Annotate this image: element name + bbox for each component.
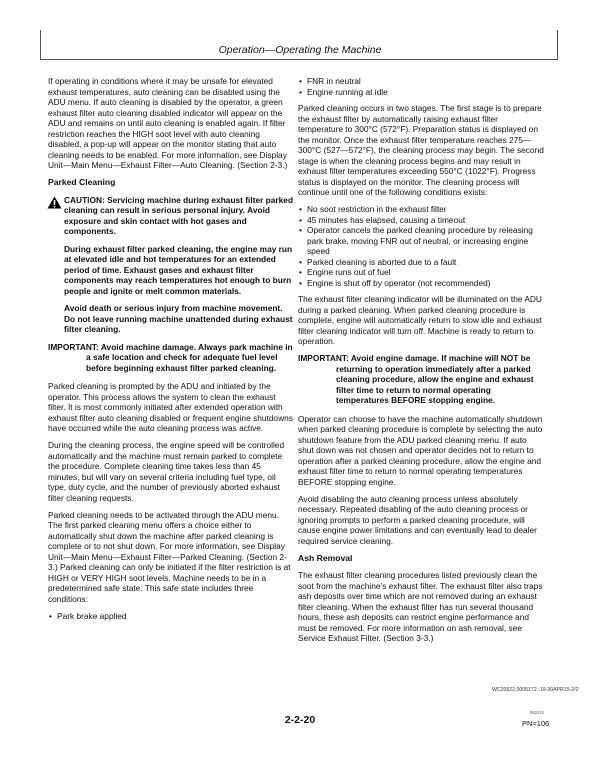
auto-cleaning-paragraph: If operating in conditions where it may be unsafe for elevated exhaust temperatures, auto cleaning can be disabled using the ADU menu. If auto cleaning is disabled by the operator, a green exhaust filter auto cleaning disabled indicator will appear on the ADU and remains on until auto cleaning is enabled again. If filter restriction reaches the HIGH soot level with auto cleaning disabled, a pop-up will appear on the monitor stating that auto cleaning needs to be enabled. For more information, see Display Unit—Main Menu—Exhaust Filter—Auto Cleaning. (Section 2-3.) [48,76,288,170]
page-number: 2-2-20 [284,714,316,726]
date-code: 082012 [530,710,544,715]
page-title: Operation—Operating the Machine [218,44,382,56]
caution-text: CAUTION: Servicing machine during exhaust filter parked cleaning can result in serious personal injury. Avoid exposure and skin contact with hot gases and components. [64,194,294,236]
indicator-paragraph: The exhaust filter cleaning indicator will be illuminated on the ADU during a parked cleaning. When parked cleaning procedure is complete, engine will automatically return to slow idle and exhaust filter cleaning indicator will turn off. Machine is ready to return to operation. [298,294,542,346]
list-item: • 45 minutes has elapsed, causing a timeout [298,215,544,226]
important-engine-notice: IMPORTANT: Avoid engine damage. If machine will NOT be returning to operation immediately after a parked cleaning procedure, allow the engine and exhaust filter time to return to normal operating temperatures BEFORE stopping engine. [298,353,534,405]
warning-triangle-icon [47,196,62,209]
parked-cleaning-prompt-paragraph: Parked cleaning is prompted by the ADU and initiated by the operator. This process allows the system to clean the exhaust filter. It is most commonly initiated after extended operation with exhaust filter auto cleaning disabled or frequent engine shutdowns have occurred while the auto cleaning process was active. [48,381,293,433]
end-conditions-list [298,204,544,288]
list-item: • Engine is shut off by operator (not recommended) [298,278,544,289]
right-column [298,76,544,650]
list-item: • Operator cancels the parked cleaning procedure by releasing park brake, moving FNR out of neutral, or increasing engine speed [298,225,544,257]
two-stages-paragraph: Parked cleaning occurs in two stages. The first stage is to prepare the exhaust filter by automatically raising exhaust filter temperature to 300°C (572°F). Preparation status is displayed on the monitor. Once the exhaust filter temperature reaches 275—300°C (527—572°F), the cleaning process may begin. The second stage is when the cleaning process begins and may result in exhaust filter temperatures exceeding 550°C (1022°F). Progress status is displayed on the monitor. The cleaning process will continue until one of the following conditions exists: [298,103,544,197]
ash-removal-heading: Ash Removal [298,552,353,563]
caution-machine-movement: Avoid death or serious injury from machine movement. Do not leave running machine unattended during exhaust filter cleaning. [64,303,293,334]
avoid-disabling-paragraph: Avoid disabling the auto cleaning process unless absolutely necessary. Repeated disabling of the auto cleaning process or ignoring prompts to perform a parked cleaning procedure, will cause engine power limitations and can eventually lead to dealer required service cleaning. [298,493,537,546]
caution-hot-temperatures: During exhaust filter parked cleaning, the engine may run at elevated idle and hot temperatures for an extended period of time. Exhaust gases and exhaust filter components may reach temperatures hot enough to burn people and ignite or melt common materials. [64,243,293,296]
list-item: • Engine running at idle [298,87,544,98]
list-item: • FNR in neutral [298,76,544,87]
list-item: • Parked cleaning is aborted due to a fault [298,257,544,268]
cleaning-process-paragraph: During the cleaning process, the engine speed will be controlled automatically and the machine must remain parked to complete the procedure. Complete cleaning time takes less than 45 minutes, but will vary on several criteria including fuel type, oil type, duty cycle, and the number of previously aborted exhaust filter cleaning requests. [48,440,285,503]
list-item: • No soot restriction in the exhaust filter [298,204,544,215]
ash-removal-paragraph: The exhaust filter cleaning procedures listed previously clean the soot from the machine's exhaust filter. The exhaust filter also traps ash deposits over time which are not removed during an exhaust filter cleaning. When the exhaust filter has run several thousand hours, these ash deposits can restrict engine performance and must be removed. For more information on ash removal, see Service Exhaust Filter. (Section 3-3.) [298,570,543,643]
pn-number: PN=106 [522,719,550,728]
important-notice: IMPORTANT: Avoid machine damage. Always park machine in a safe location and check for adequate fuel level before beginning exhaust filter parked cleaning. [48,341,293,373]
parked-cleaning-heading: Parked Cleaning [48,177,116,187]
safe-state-list-continued [298,76,544,97]
auto-shutdown-paragraph: Operator can choose to have the machine automatically shutdown when parked cleaning procedure is complete by selecting the auto shutdown feature from the ADU parked cleaning menu. If auto shut down was not chosen and operator decides not to return to operation after a parked cleaning procedure, allow the engine and exhaust filter time to return to normal operating temperatures BEFORE stopping engine. [298,413,543,487]
reference-id: WC20922,0005172 -19-30APR15-2/2 [492,687,579,693]
left-column [48,76,294,627]
activation-paragraph: Parked cleaning needs to be activated through the ADU menu. The first parked cleaning menu offers a choice either to automatically shut down the machine after parked cleaning is complete or to not shut down. For more information, see Display Unit—Main Menu—Exhaust Filter—Parked Cleaning. (Section 2-3.) Parked cleaning can only be initiated if the filter restriction is at HIGH or VERY HIGH soot levels. Machine needs to be in a predetermined safe state. This safe state includes three conditions: [48,509,291,604]
safe-state-list [48,611,294,622]
list-item: • Engine runs out of fuel [298,267,544,278]
caution-block [48,195,294,237]
list-item: • Park brake applied [48,611,294,622]
